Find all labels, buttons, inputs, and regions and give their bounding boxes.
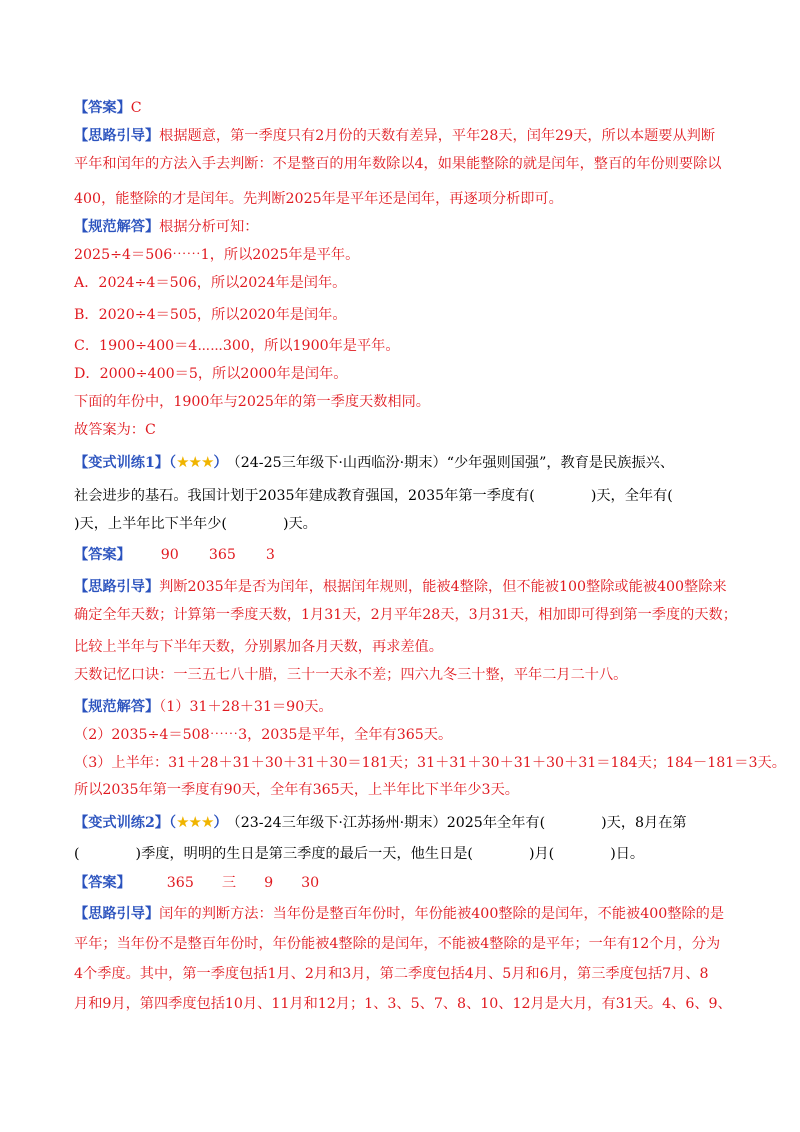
variant2-hint-line-4: 月和9月，第四季度包括10月、11月和12月；1、3、5、7、8、10、12月是大月，有31天。4、6、9、 — [74, 996, 732, 1012]
stars-open: （ — [169, 815, 177, 831]
answer-label: 【答案】 — [74, 100, 131, 116]
variant1-question-text: )天。 — [282, 516, 317, 532]
solution-line: A．2024÷4＝506，所以2024年是闰年。 — [74, 275, 347, 291]
variant1-solution-line-3: （3）上半年：31＋28＋31＋30＋31＋30＝181天；31＋31＋30＋31＋30＋31＝184天；184－181＝3天。 — [74, 755, 786, 771]
variant1-question-text: )天，全年有( — [590, 488, 673, 504]
variant1-hint-line-3: 比较上半年与下半年天数，分别累加各月天数，再求差值。 — [74, 639, 443, 655]
variant1-question-text: )天，上半年比下半年少( — [74, 516, 227, 532]
variant1-hint-line-1 — [74, 577, 727, 597]
answer-value: 90 — [160, 547, 179, 563]
answer-value: 3 — [265, 547, 275, 563]
solution-line: D．2000÷400＝5，所以2000年是闰年。 — [74, 366, 348, 382]
variant1-answer-line — [74, 545, 275, 565]
solution-intro: 根据分析可知： — [159, 219, 259, 235]
answer-label: 【答案】 — [74, 875, 131, 891]
hint-line-1 — [74, 126, 715, 146]
hint-text: 根据题意，第一季度只有2月份的天数有差异，平年28天，闰年29天，所以本题要从判断 — [159, 128, 716, 144]
variant2-hint-line-1 — [74, 904, 724, 924]
variant1-solution-line-1 — [74, 697, 333, 717]
variant1-question-line-2 — [74, 486, 673, 506]
answer-value: 30 — [301, 875, 320, 891]
variant2-question-line-2 — [74, 844, 644, 864]
variant2-source: （23-24三年级下·江苏扬州·期末）2025年全年有( — [233, 815, 546, 831]
variant1-solution-line-4: 所以2035年第一季度有90天，全年有365天，上半年比下半年少3天。 — [74, 782, 519, 798]
answer-value: 365 — [208, 547, 236, 563]
hint-label: 【思路引导】 — [74, 128, 160, 144]
variant1-source: （24-25三年级下·山西临汾·期末）“少年强则国强”，教育是民族振兴、 — [233, 455, 675, 471]
variant1-hint-line-2: 确定全年天数；计算第一季度天数，1月31天，2月平年28天，3月31天，相加即可得到第一季度的天数； — [74, 607, 737, 623]
variant2-question-text: )日。 — [610, 846, 645, 862]
variant1-hint-line-4: 天数记忆口诀：一三五七八十腊，三十一天永不差；四六九冬三十整，平年二月二十八。 — [74, 667, 628, 683]
difficulty-stars-icon: ★★★ — [176, 813, 214, 831]
solution-label: 【规范解答】 — [74, 699, 160, 715]
final-answer-line: 故答案为：C — [74, 422, 156, 438]
answer-value: C — [130, 100, 142, 116]
answer-value: 三 — [221, 875, 237, 891]
variant2-hint-line-2: 平年；当年份不是整百年份时，年份能被4整除的是闰年，不能被4整除的是平年；一年有12个月，分为 — [74, 936, 721, 952]
answer-value: 365 — [166, 875, 194, 891]
conclusion-line: 下面的年份中，1900年与2025年的第一季度天数相同。 — [74, 394, 430, 410]
variant1-question-line-3 — [74, 514, 317, 534]
solution-line: C．1900÷400＝4⋯⋯300，所以1900年是平年。 — [74, 338, 400, 354]
variant2-label: 【变式训练2】 — [74, 815, 169, 831]
solution-intro-line — [74, 217, 258, 237]
variant2-question-text: )月( — [528, 846, 555, 862]
solution-line: B．2020÷4＝505，所以2020年是闰年。 — [74, 307, 347, 323]
solution-text: （1）31＋28＋31＝90天。 — [159, 699, 333, 715]
variant2-question-text: ( — [74, 846, 80, 862]
answer-value: 9 — [264, 875, 274, 891]
stars-open: （ — [169, 455, 177, 471]
solution-line: 2025÷4＝506⋯⋯1，所以2025年是平年。 — [74, 247, 360, 263]
variant1-label: 【变式训练1】 — [74, 455, 169, 471]
hint-text: 闰年的判断方法：当年份是整百年份时，年份能被400整除的是闰年，不能被400整除的是 — [159, 906, 725, 922]
hint-line-2: 平年和闰年的方法入手去判断：不是整百的用年数除以4，如果能整除的就是闰年，整百的年份则要除以 — [74, 156, 722, 172]
variant2-question-line-1 — [74, 812, 687, 832]
stars-close: ） — [213, 815, 228, 831]
solution-label: 【规范解答】 — [74, 219, 160, 235]
variant2-answer-line — [74, 873, 319, 893]
variant1-question-line-1 — [74, 452, 674, 472]
variant2-question-text: )天，8月在第 — [601, 815, 687, 831]
hint-text: 判断2035年是否为闰年，根据闰年规则，能被4整除，但不能被100整除或能被400整除来 — [159, 579, 727, 595]
hint-label: 【思路引导】 — [74, 579, 160, 595]
variant1-solution-line-2: （2）2035÷4＝508⋯⋯3，2035是平年，全年有365天。 — [74, 727, 453, 743]
difficulty-stars-icon: ★★★ — [176, 453, 214, 471]
variant2-hint-line-3: 4个季度。其中，第一季度包括1月、2月和3月，第二季度包括4月、5月和6月，第三季度包括7月、8 — [74, 966, 709, 982]
answer-line — [74, 98, 142, 118]
variant1-question-text: 社会进步的基石。我国计划于2035年建成教育强国，2035年第一季度有( — [74, 488, 535, 504]
stars-close: ） — [213, 455, 228, 471]
variant2-question-text: )季度，明明的生日是第三季度的最后一天，他生日是( — [135, 846, 473, 862]
hint-label: 【思路引导】 — [74, 906, 160, 922]
answer-label: 【答案】 — [74, 547, 131, 563]
hint-line-3: 400，能整除的才是闰年。先判断2025年是平年还是闰年，再逐项分析即可。 — [74, 191, 563, 207]
